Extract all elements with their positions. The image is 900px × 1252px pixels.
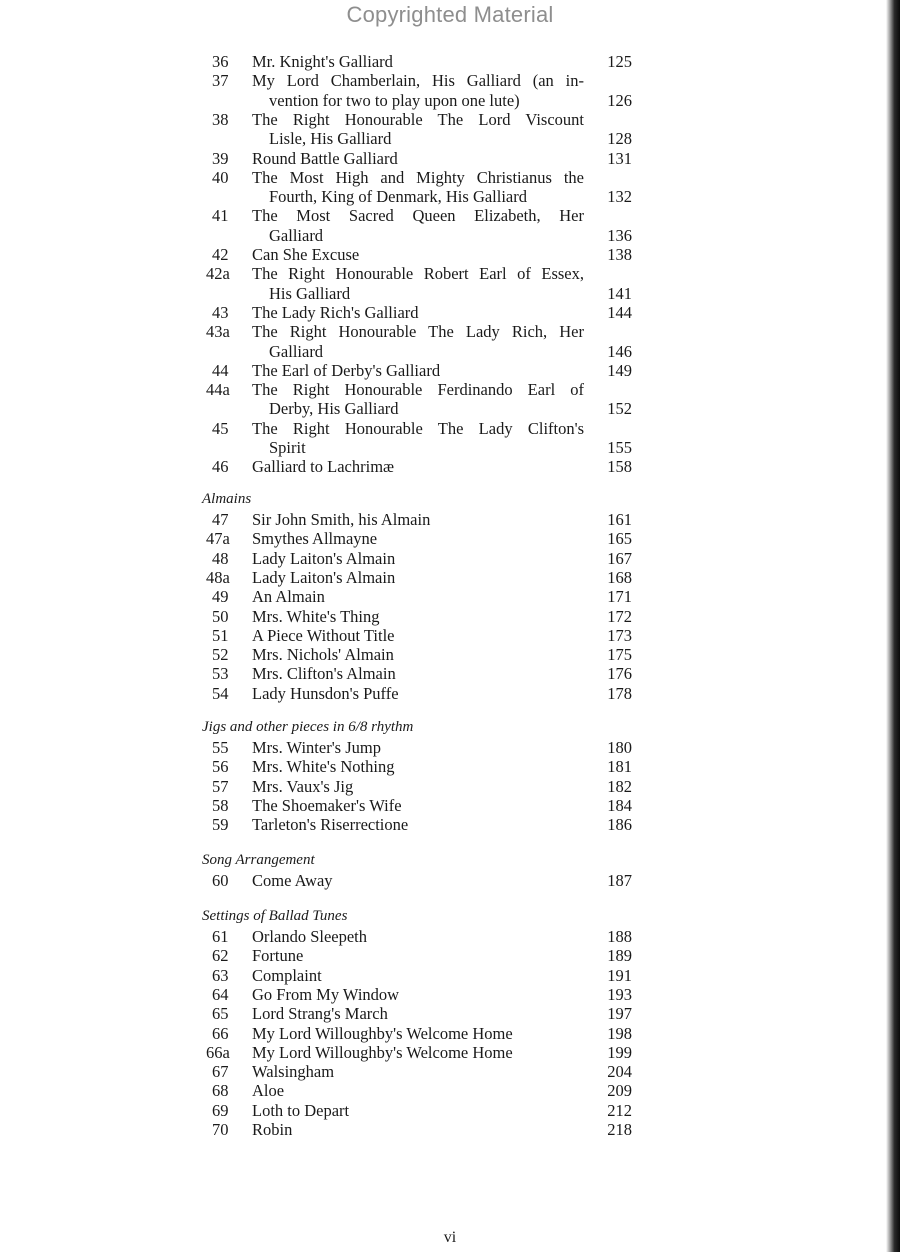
toc-entry-line xyxy=(0,361,900,380)
entry-number: 49 xyxy=(212,587,229,607)
toc-entry-line xyxy=(0,1024,900,1043)
toc-entry-line xyxy=(0,206,900,225)
entry-title: My Lord Willoughby's Welcome Home xyxy=(252,1042,513,1062)
entry-page-number: 209 xyxy=(607,1081,632,1101)
entry-number: 42 xyxy=(212,245,229,264)
entry-number: 42a xyxy=(206,264,230,284)
entry-title: Lady Laiton's Almain xyxy=(252,548,396,568)
entry-page-number: 144 xyxy=(607,302,632,322)
toc-entry-line xyxy=(0,52,900,71)
entry-title: The Most High and Mighty Christianus the xyxy=(252,167,584,187)
entry-number: 54 xyxy=(212,683,229,703)
toc-entry-line xyxy=(0,438,900,457)
entry-number: 66 xyxy=(212,1023,229,1043)
entry-page-number: 188 xyxy=(607,927,632,946)
toc-entry-line xyxy=(0,626,900,645)
entry-title: Fourth, King of Denmark, His Galliard xyxy=(269,187,527,207)
toc-entry-line xyxy=(0,757,900,776)
copyright-banner: Copyrighted Material xyxy=(346,2,554,27)
entry-title: Walsingham xyxy=(252,1062,335,1082)
entry-page-number: 128 xyxy=(607,129,632,149)
entry-title: The Right Honourable Ferdinando Earl of xyxy=(252,380,584,400)
entry-page-number: 187 xyxy=(607,871,632,890)
entry-page-number: 149 xyxy=(607,360,632,380)
entry-number: 63 xyxy=(212,965,229,985)
entry-number: 47 xyxy=(212,510,229,529)
entry-title: Spirit xyxy=(269,438,306,457)
entry-number: 58 xyxy=(212,795,229,815)
entry-page-number: 136 xyxy=(607,225,632,245)
entry-title: Lady Laiton's Almain xyxy=(252,567,396,587)
entry-page-number: 171 xyxy=(607,587,632,607)
entry-page-number: 152 xyxy=(607,399,632,419)
toc-entry-line xyxy=(0,777,900,796)
entry-title: His Galliard xyxy=(269,283,351,303)
toc-entry-line xyxy=(0,738,900,757)
entry-title: Go From My Window xyxy=(252,984,400,1004)
entry-title: Galliard to Lachrimæ xyxy=(252,457,395,477)
entry-page-number: 198 xyxy=(607,1023,632,1043)
entry-number: 46 xyxy=(212,457,229,477)
entry-number: 64 xyxy=(212,984,229,1004)
entry-title: Tarleton's Riserrectione xyxy=(252,815,409,835)
entry-title: The Right Honourable The Lady Clifton's xyxy=(252,418,584,438)
toc-entry-line xyxy=(0,985,900,1004)
entry-title: An Almain xyxy=(252,587,325,607)
section-heading: Settings of Ballad Tunes xyxy=(202,908,348,924)
entry-title: Round Battle Galliard xyxy=(252,148,398,168)
entry-title: Mrs. Clifton's Almain xyxy=(252,664,396,684)
entry-title: Come Away xyxy=(252,871,333,890)
entry-page-number: 138 xyxy=(607,245,632,264)
entry-title: Mrs. Vaux's Jig xyxy=(252,776,354,796)
entry-page-number: 161 xyxy=(607,510,632,529)
toc-entry-line xyxy=(0,419,900,438)
entry-number: 36 xyxy=(212,52,229,71)
entry-number: 59 xyxy=(212,815,229,835)
entry-title: The Right Honourable The Lord Viscount xyxy=(252,109,584,129)
entry-number: 41 xyxy=(212,206,229,226)
entry-title: Mrs. Nichols' Almain xyxy=(252,645,394,665)
toc-entry-line xyxy=(0,457,900,476)
entry-number: 53 xyxy=(212,664,229,684)
toc-entry-line xyxy=(0,245,900,264)
toc-entry-line xyxy=(0,226,900,245)
entry-page-number: 141 xyxy=(607,283,632,303)
entry-title: My Lord Chamberlain, His Galliard (an in- xyxy=(252,71,584,91)
entry-title: The Right Honourable Robert Earl of Essex, xyxy=(252,264,584,284)
entry-number: 57 xyxy=(212,776,229,796)
section-heading: Song Arrangement xyxy=(202,852,315,868)
toc-entry-line xyxy=(0,1101,900,1120)
entry-page-number: 204 xyxy=(607,1062,632,1082)
entry-number: 61 xyxy=(212,927,229,946)
toc-entry-line xyxy=(0,946,900,965)
entry-title: The Lady Rich's Galliard xyxy=(252,302,419,322)
entry-page-number: 186 xyxy=(607,815,632,835)
entry-number: 37 xyxy=(212,71,229,91)
toc-entry-line xyxy=(0,322,900,341)
entry-page-number: 165 xyxy=(607,529,632,549)
entry-page-number: 175 xyxy=(607,645,632,665)
toc-entry-line xyxy=(0,510,900,529)
toc-entry-line xyxy=(0,568,900,587)
toc-entry-line xyxy=(0,529,900,548)
entry-page-number: 191 xyxy=(607,965,632,985)
entry-title: Robin xyxy=(252,1120,293,1139)
section-heading: Almains xyxy=(202,491,252,507)
toc-entry-line xyxy=(0,303,900,322)
entry-number: 56 xyxy=(212,757,229,777)
entry-number: 51 xyxy=(212,625,229,645)
entry-number: 60 xyxy=(212,871,229,890)
entry-page-number: 168 xyxy=(607,567,632,587)
toc-entry-line xyxy=(0,796,900,815)
toc-entry-line xyxy=(0,1120,900,1139)
entry-page-number: 189 xyxy=(607,946,632,966)
entry-page-number: 173 xyxy=(607,625,632,645)
entry-title: My Lord Willoughby's Welcome Home xyxy=(252,1023,513,1043)
entry-title: Galliard xyxy=(269,225,324,245)
entry-number: 65 xyxy=(212,1004,229,1024)
toc-entry-line xyxy=(0,187,900,206)
entry-number: 67 xyxy=(212,1062,229,1082)
toc-entry-line xyxy=(0,815,900,834)
entry-page-number: 126 xyxy=(607,90,632,110)
entry-title: The Most Sacred Queen Elizabeth, Her xyxy=(252,206,584,226)
toc-entry-line xyxy=(0,1081,900,1100)
entry-title: Can She Excuse xyxy=(252,245,360,264)
entry-page-number: 182 xyxy=(607,776,632,796)
entry-number: 66a xyxy=(206,1042,230,1062)
entry-page-number: 178 xyxy=(607,683,632,703)
entry-title: Smythes Allmayne xyxy=(252,529,378,549)
toc-entry-line xyxy=(0,1062,900,1081)
entry-number: 43a xyxy=(206,322,230,342)
toc-entry-line xyxy=(0,587,900,606)
entry-page-number: 125 xyxy=(607,52,632,71)
entry-title: Mrs. Winter's Jump xyxy=(252,738,381,757)
entry-title: Mrs. White's Thing xyxy=(252,606,380,626)
entry-number: 62 xyxy=(212,946,229,966)
toc-entry-line xyxy=(0,91,900,110)
entry-number: 44 xyxy=(212,360,229,380)
toc-entry-line xyxy=(0,871,900,890)
entry-page-number: 176 xyxy=(607,664,632,684)
toc-entry-line xyxy=(0,645,900,664)
entry-page-number: 146 xyxy=(607,341,632,361)
toc-entry-line xyxy=(0,284,900,303)
entry-title: The Earl of Derby's Galliard xyxy=(252,360,441,380)
entry-page-number: 131 xyxy=(607,148,632,168)
entry-title: Loth to Depart xyxy=(252,1100,350,1120)
entry-number: 39 xyxy=(212,148,229,168)
entry-title: Complaint xyxy=(252,965,322,985)
entry-title: Fortune xyxy=(252,946,304,966)
toc-entry-line xyxy=(0,607,900,626)
toc-entry-line xyxy=(0,927,900,946)
entry-title: Sir John Smith, his Almain xyxy=(252,510,431,529)
entry-page-number: 212 xyxy=(607,1100,632,1120)
toc-entry-line xyxy=(0,168,900,187)
entry-title: Aloe xyxy=(252,1081,285,1101)
entry-title: A Piece Without Title xyxy=(252,625,395,645)
entry-number: 50 xyxy=(212,606,229,626)
toc-entry-line xyxy=(0,110,900,129)
entry-title: Derby, His Galliard xyxy=(269,399,399,419)
entry-number: 52 xyxy=(212,645,229,665)
entry-title: The Right Honourable The Lady Rich, Her xyxy=(252,322,584,342)
toc-entry-line xyxy=(0,149,900,168)
entry-number: 43 xyxy=(212,302,229,322)
entry-number: 38 xyxy=(212,109,229,129)
toc-entry-line xyxy=(0,1004,900,1023)
entry-page-number: 218 xyxy=(607,1120,632,1139)
entry-page-number: 197 xyxy=(607,1004,632,1024)
entry-number: 48a xyxy=(206,567,230,587)
entry-page-number: 193 xyxy=(607,984,632,1004)
toc-entry-line xyxy=(0,966,900,985)
entry-number: 45 xyxy=(212,418,229,438)
page-number: vi xyxy=(443,1229,457,1246)
toc-entry-line xyxy=(0,399,900,418)
entry-title: The Shoemaker's Wife xyxy=(252,795,402,815)
entry-number: 48 xyxy=(212,548,229,568)
entry-title: Mrs. White's Nothing xyxy=(252,757,395,777)
entry-number: 70 xyxy=(212,1120,229,1139)
entry-number: 40 xyxy=(212,167,229,187)
entry-number: 55 xyxy=(212,738,229,757)
toc-entry-line xyxy=(0,129,900,148)
entry-number: 69 xyxy=(212,1100,229,1120)
entry-page-number: 167 xyxy=(607,548,632,568)
entry-page-number: 172 xyxy=(607,606,632,626)
entry-page-number: 181 xyxy=(607,757,632,777)
toc-entry-line xyxy=(0,380,900,399)
entry-title: vention for two to play upon one lute) xyxy=(269,90,520,110)
toc-entry-line xyxy=(0,684,900,703)
entry-title: Lord Strang's March xyxy=(252,1004,388,1024)
entry-number: 44a xyxy=(206,380,230,400)
entry-page-number: 180 xyxy=(607,738,632,757)
toc-entry-line xyxy=(0,264,900,283)
entry-title: Galliard xyxy=(269,341,324,361)
entry-page-number: 184 xyxy=(607,795,632,815)
entry-page-number: 199 xyxy=(607,1042,632,1062)
toc-entry-line xyxy=(0,342,900,361)
entry-title: Orlando Sleepeth xyxy=(252,927,368,946)
entry-title: Mr. Knight's Galliard xyxy=(252,52,393,71)
toc-entry-line xyxy=(0,71,900,90)
section-heading: Jigs and other pieces in 6/8 rhythm xyxy=(202,719,414,735)
toc-entry-line xyxy=(0,1043,900,1062)
entry-title: Lisle, His Galliard xyxy=(269,129,392,149)
entry-page-number: 132 xyxy=(607,187,632,207)
entry-page-number: 155 xyxy=(607,438,632,457)
entry-number: 68 xyxy=(212,1081,229,1101)
toc-entry-line xyxy=(0,664,900,683)
entry-title: Lady Hunsdon's Puffe xyxy=(252,683,399,703)
toc-entry-line xyxy=(0,549,900,568)
entry-number: 47a xyxy=(206,529,230,549)
entry-page-number: 158 xyxy=(607,457,632,477)
